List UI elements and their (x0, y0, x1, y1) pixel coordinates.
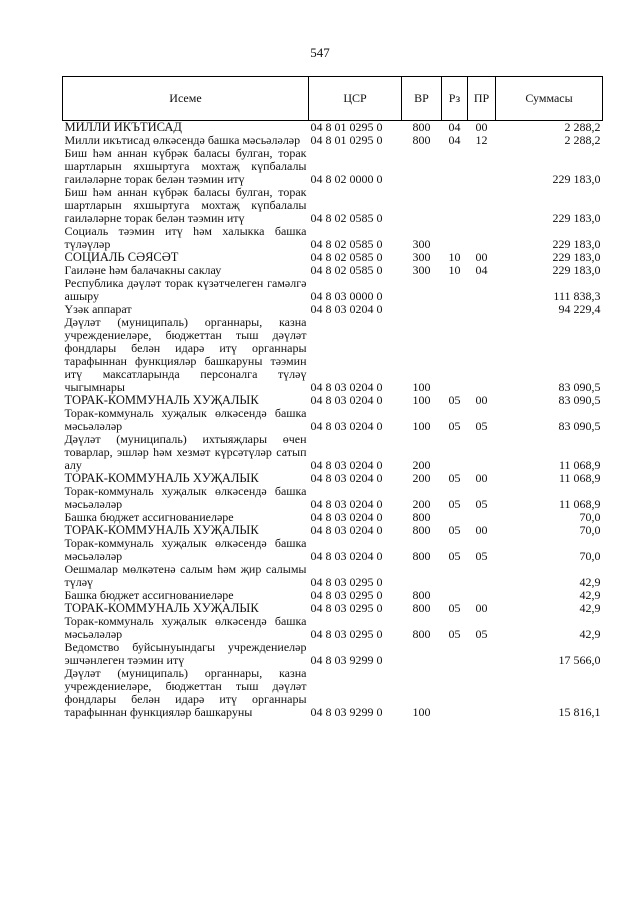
cell-sum: 2 288,2 (564, 120, 601, 134)
cell-sum: 11 068,9 (558, 471, 601, 485)
cell-vr: 100 (412, 393, 431, 407)
table-row (63, 641, 603, 667)
cell-csr: 04 8 02 0585 0 (310, 250, 383, 264)
cell-vr: 800 (412, 510, 431, 524)
cell-sum: 11 068,9 (558, 497, 601, 511)
cell-rz: 05 (448, 393, 461, 407)
cell-name: Ведомство буйсынуындагы учреждениеләр эшчәнлеген тәэмин итү (64, 640, 307, 667)
cell-name: Дәүләт (муниципаль) органнары, казна учреждениеләре, бюджеттан тыш дәүләт фондлары белән идарә итү органнары тарафыннан функцияләр башкаруны (64, 666, 307, 719)
cell-vr: 200 (412, 471, 431, 485)
cell-sum: 70,0 (579, 523, 601, 537)
cell-sum: 111 838,3 (553, 289, 601, 303)
table-row (63, 667, 603, 719)
cell-sum: 229 183,0 (552, 211, 601, 225)
cell-sum: 229 183,0 (552, 237, 601, 251)
table-row (63, 277, 603, 303)
cell-rz: 05 (448, 419, 461, 433)
cell-pr: 00 (475, 250, 488, 264)
cell-sum: 229 183,0 (552, 172, 601, 186)
cell-rz: 05 (448, 523, 461, 537)
cell-vr: 800 (412, 627, 431, 641)
cell-name: ТОРАК-КОММУНАЛЬ ХУҖАЛЫК (64, 471, 259, 485)
cell-csr: 04 8 03 0295 0 (310, 588, 383, 602)
cell-vr: 100 (412, 380, 431, 394)
cell-rz: 04 (448, 120, 461, 134)
budget-table (62, 76, 603, 719)
cell-vr: 300 (412, 237, 431, 251)
cell-name: СОЦИАЛЬ СӘЯСӘТ (64, 250, 179, 264)
header-name: Исеме (63, 77, 309, 121)
cell-csr: 04 8 03 0295 0 (310, 601, 383, 615)
cell-name: Гаиләне һәм балачакны саклау (64, 263, 222, 277)
cell-rz (442, 316, 468, 394)
cell-csr: 04 8 03 0204 0 (310, 419, 383, 433)
cell-name: Дәүләт (муниципаль) органнары, казна учреждениеләре, бюджеттан тыш дәүләт фондлары белән идарә итү органнары тарафыннан функцияләр башкаруны тәэмин итү максатларында персоналга түләү чыгымнары (64, 315, 307, 394)
cell-sum: 15 816,1 (558, 705, 601, 719)
cell-sum: 83 090,5 (558, 393, 601, 407)
cell-vr: 300 (412, 263, 431, 277)
cell-name: Биш һәм аннан күбрәк баласы булган, торак шартларын яхшыртуга мохтаҗ күпбалалы гаиләләрне торак белән тәэмин итү (64, 146, 307, 186)
cell-name: Торак-коммуналь хуҗалык өлкәсендә башка мәсьәләләр (64, 406, 307, 433)
cell-name: Республика дәүләт торак күзәтчелеген гамәлгә ашыру (64, 276, 307, 303)
cell-pr: 00 (475, 471, 488, 485)
table-row (63, 615, 603, 641)
cell-csr: 04 8 03 0000 0 (310, 289, 383, 303)
cell-csr: 04 8 02 0585 0 (310, 211, 383, 225)
table-row (63, 225, 603, 251)
cell-csr: 04 8 03 0204 0 (310, 380, 383, 394)
cell-csr: 04 8 03 0295 0 (310, 575, 383, 589)
cell-pr (468, 433, 496, 472)
cell-name: ТОРАК-КОММУНАЛЬ ХУҖАЛЫК (64, 601, 259, 615)
cell-pr: 00 (475, 393, 488, 407)
table-header-row (63, 77, 603, 121)
cell-csr: 04 8 02 0000 0 (310, 172, 383, 186)
cell-csr: 04 8 03 0204 0 (310, 510, 383, 524)
cell-vr: 800 (412, 588, 431, 602)
cell-pr: 05 (475, 497, 488, 511)
cell-name: Биш һәм аннан күбрәк баласы булган, торак шартларын яхшыртуга мохтаҗ күпбалалы гаиләләрне торак белән тәэмин итү (64, 185, 307, 225)
cell-rz (442, 667, 468, 719)
cell-pr: 04 (475, 263, 488, 277)
cell-vr: 800 (412, 120, 431, 134)
cell-pr (468, 316, 496, 394)
table-body (63, 121, 603, 720)
cell-vr: 800 (412, 133, 431, 147)
table-row (63, 316, 603, 394)
cell-pr (468, 277, 496, 303)
cell-sum: 2 288,2 (564, 133, 601, 147)
table-row (63, 147, 603, 186)
cell-rz: 05 (448, 471, 461, 485)
cell-pr (468, 186, 496, 225)
cell-vr (402, 641, 442, 667)
cell-csr: 04 8 03 0204 0 (310, 393, 383, 407)
cell-name: ТОРАК-КОММУНАЛЬ ХУҖАЛЫК (64, 393, 259, 407)
table-row (63, 485, 603, 511)
cell-csr: 04 8 03 0204 0 (310, 302, 383, 316)
cell-csr: 04 8 03 9299 0 (310, 653, 383, 667)
cell-sum: 229 183,0 (552, 263, 601, 277)
cell-rz (442, 641, 468, 667)
cell-csr: 04 8 03 0204 0 (310, 458, 383, 472)
cell-rz (442, 225, 468, 251)
cell-name: Социаль тәэмин итү һәм халыкка башка түләүләр (64, 224, 307, 251)
cell-name: МИЛЛИ ИКЪТИСАД (64, 120, 182, 134)
cell-vr (402, 563, 442, 589)
header-rz: Рз (442, 77, 468, 121)
cell-rz: 10 (448, 263, 461, 277)
cell-vr (402, 277, 442, 303)
cell-rz (442, 563, 468, 589)
cell-sum: 42,9 (579, 601, 601, 615)
cell-vr: 300 (412, 250, 431, 264)
cell-rz: 04 (448, 133, 461, 147)
table-row (63, 121, 603, 135)
cell-rz: 05 (448, 601, 461, 615)
cell-csr: 04 8 03 0295 0 (310, 627, 383, 641)
cell-vr (402, 147, 442, 186)
cell-rz (442, 433, 468, 472)
cell-pr: 00 (475, 601, 488, 615)
header-csr: ЦСР (309, 77, 402, 121)
cell-pr (468, 641, 496, 667)
cell-pr (468, 225, 496, 251)
cell-name: ТОРАК-КОММУНАЛЬ ХУҖАЛЫК (64, 523, 259, 537)
cell-csr: 04 8 03 0204 0 (310, 523, 383, 537)
table-row (63, 537, 603, 563)
cell-rz: 05 (448, 549, 461, 563)
header-sum: Суммасы (496, 77, 603, 121)
cell-rz (442, 147, 468, 186)
table-row (63, 433, 603, 472)
cell-rz (442, 277, 468, 303)
cell-vr: 800 (412, 523, 431, 537)
cell-name: Үзәк аппарат (64, 302, 132, 316)
cell-csr: 04 8 03 0204 0 (310, 549, 383, 563)
cell-sum: 42,9 (579, 588, 601, 602)
cell-csr: 04 8 01 0295 0 (310, 120, 383, 134)
cell-vr: 800 (412, 549, 431, 563)
cell-pr (468, 147, 496, 186)
table-row (63, 563, 603, 589)
table-row (63, 407, 603, 433)
cell-rz: 05 (448, 497, 461, 511)
cell-csr: 04 8 03 0204 0 (310, 471, 383, 485)
cell-vr: 200 (412, 497, 431, 511)
cell-vr: 100 (412, 419, 431, 433)
cell-name: Дәүләт (муниципаль) ихтыяҗлары өчен товарлар, эшләр һәм хезмәт күрсәтүләр сатып алу (64, 432, 307, 472)
cell-sum: 11 068,9 (558, 458, 601, 472)
cell-sum: 70,0 (579, 549, 601, 563)
cell-pr (468, 667, 496, 719)
cell-pr (468, 563, 496, 589)
page-number: 547 (310, 45, 330, 60)
cell-name: Башка бюджет ассигнованиеләре (64, 588, 234, 602)
cell-vr (402, 303, 442, 316)
cell-csr: 04 8 02 0585 0 (310, 237, 383, 251)
cell-rz (442, 186, 468, 225)
cell-pr: 05 (475, 419, 488, 433)
cell-vr (402, 186, 442, 225)
cell-sum: 83 090,5 (558, 380, 601, 394)
cell-pr: 00 (475, 523, 488, 537)
cell-sum: 94 229,4 (558, 302, 601, 316)
header-pr: ПР (468, 77, 496, 121)
cell-rz: 10 (448, 250, 461, 264)
cell-name: Милли икътисад өлкәсендә башка мәсьәләләр (64, 133, 301, 147)
cell-name: Торак-коммуналь хуҗалык өлкәсендә башка мәсьәләләр (64, 484, 307, 511)
cell-csr: 04 8 03 9299 0 (310, 705, 383, 719)
cell-pr (468, 303, 496, 316)
cell-csr: 04 8 03 0204 0 (310, 497, 383, 511)
cell-pr: 00 (475, 120, 488, 134)
cell-sum: 42,9 (579, 575, 601, 589)
cell-sum: 70,0 (579, 510, 601, 524)
cell-name: Торак-коммуналь хуҗалык өлкәсендә башка мәсьәләләр (64, 614, 307, 641)
cell-name: Торак-коммуналь хуҗалык өлкәсендә башка мәсьәләләр (64, 536, 307, 563)
cell-pr: 05 (475, 627, 488, 641)
header-vr: ВР (402, 77, 442, 121)
cell-sum: 83 090,5 (558, 419, 601, 433)
cell-pr: 12 (475, 133, 488, 147)
cell-vr: 200 (412, 458, 431, 472)
cell-csr: 04 8 01 0295 0 (310, 133, 383, 147)
cell-pr: 05 (475, 549, 488, 563)
cell-rz (442, 303, 468, 316)
cell-sum: 42,9 (579, 627, 601, 641)
cell-rz: 05 (448, 627, 461, 641)
cell-vr: 100 (412, 705, 431, 719)
cell-name: Башка бюджет ассигнованиеләре (64, 510, 234, 524)
cell-sum: 17 566,0 (558, 653, 601, 667)
cell-vr: 800 (412, 601, 431, 615)
table-row (63, 186, 603, 225)
cell-sum: 229 183,0 (552, 250, 601, 264)
cell-name: Оешмалар мөлкәтенә салым һәм җир салымы түләү (64, 562, 307, 589)
cell-csr: 04 8 02 0585 0 (310, 263, 383, 277)
